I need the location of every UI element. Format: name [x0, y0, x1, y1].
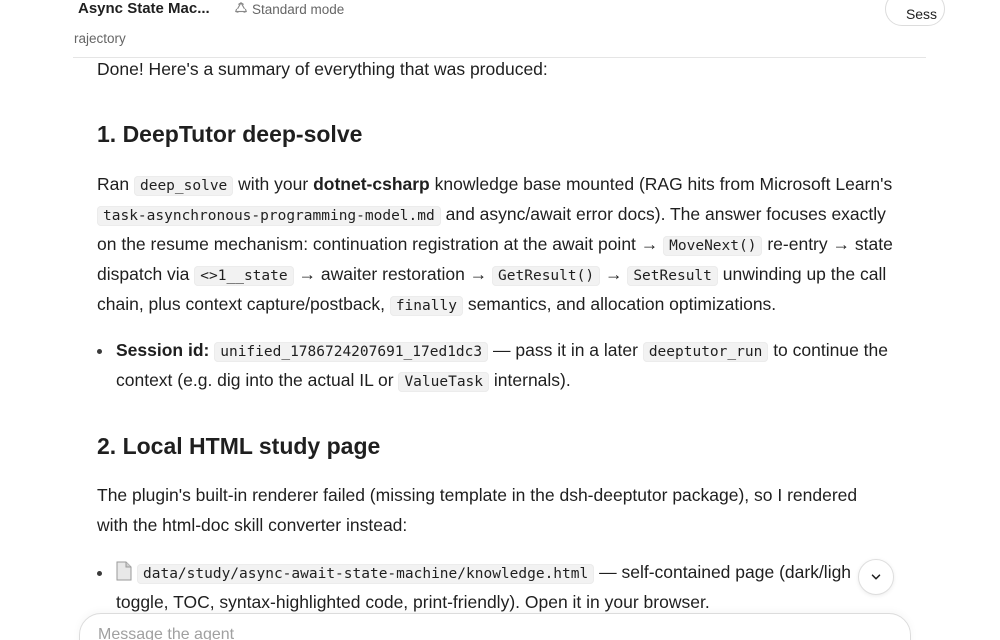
- agent-message: [97, 57, 897, 640]
- bold-text: dotnet-csharp: [313, 174, 430, 194]
- scroll-to-bottom-button[interactable]: [858, 559, 894, 595]
- list-item: [97, 335, 897, 395]
- inline-code: GetResult(): [492, 266, 600, 286]
- text: context (e.g. dig into the actual IL or: [116, 370, 394, 390]
- text: →: [604, 264, 623, 284]
- text: semantics, and allocation optimizations.: [467, 294, 777, 314]
- text: with the html-doc skill converter instead:: [97, 515, 408, 535]
- text: knowledge base mounted (RAG hits from Microsoft Learn's: [434, 174, 893, 194]
- chevron-down-icon: [869, 570, 883, 584]
- bullet-dot: [97, 349, 102, 354]
- text: — pass it in a later: [493, 340, 638, 360]
- inline-code: deeptutor_run: [643, 342, 769, 362]
- inline-code: finally: [390, 296, 463, 316]
- text: toggle, TOC, syntax-highlighted code, print-friendly). Open it in your browser.: [116, 592, 710, 612]
- session-button[interactable]: Sess: [885, 0, 945, 26]
- list-item: [97, 557, 897, 617]
- text: internals).: [493, 370, 571, 390]
- text: The plugin's built-in renderer failed (missing template in the dsh-deeptutor package), so I rendered: [97, 485, 858, 505]
- bullet-dot: [97, 571, 102, 576]
- top-bar: [0, 0, 1000, 58]
- inline-code: unified_1786724207691_17ed1dc3: [214, 342, 488, 362]
- text: Ran: [97, 174, 130, 194]
- message-composer[interactable]: [79, 613, 911, 640]
- inline-code: SetResult: [627, 266, 718, 286]
- bold-text: Session id:: [116, 340, 210, 360]
- mode-label: Standard mode: [252, 2, 345, 17]
- conversation-title[interactable]: Async State Mac...: [78, 0, 210, 17]
- mode-indicator[interactable]: [234, 1, 344, 18]
- recycle-icon: [234, 1, 248, 18]
- section-1-paragraph: [97, 169, 897, 319]
- text: on the resume mechanism: continuation registration at the await point →: [97, 234, 659, 254]
- message-input[interactable]: [98, 626, 698, 640]
- message-intro: Done! Here's a summary of everything that was produced:: [97, 59, 548, 79]
- text: dispatch via: [97, 264, 190, 284]
- text: re-entry → state: [767, 234, 893, 254]
- text: chain, plus context capture/postback,: [97, 294, 385, 314]
- inline-code: ValueTask: [398, 372, 489, 392]
- text: to continue the: [773, 340, 888, 360]
- text: → awaiter restoration →: [298, 264, 488, 284]
- inline-code: MoveNext(): [663, 236, 762, 256]
- file-path[interactable]: data/study/async-await-state-machine/knowledge.html: [137, 564, 594, 584]
- inline-code: deep_solve: [134, 176, 233, 196]
- section-2-heading: 2. Local HTML study page: [97, 433, 381, 459]
- file-icon: [116, 560, 132, 580]
- text: unwinding up the call: [722, 264, 887, 284]
- section-2-paragraph: [97, 480, 897, 540]
- section-1-heading: 1. DeepTutor deep-solve: [97, 121, 363, 147]
- tab-trajectory[interactable]: rajectory: [74, 31, 126, 46]
- text: with your: [238, 174, 309, 194]
- inline-code: task-asynchronous-programming-model.md: [97, 206, 441, 226]
- text: — self-contained page (dark/ligh: [599, 562, 852, 582]
- text: and async/await error docs). The answer focuses exactly: [445, 204, 886, 224]
- inline-code: <>1__state: [194, 266, 293, 286]
